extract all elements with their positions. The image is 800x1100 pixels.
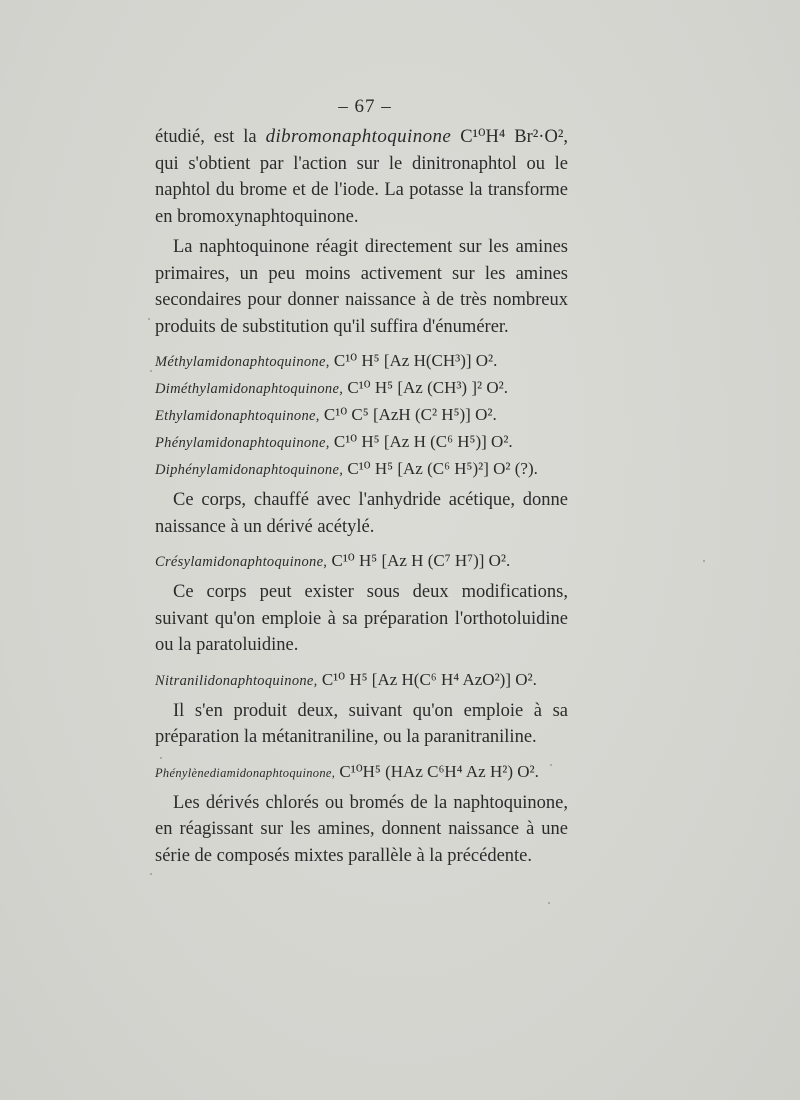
paper-speck xyxy=(148,318,150,320)
paragraph-4: Ce corps peut exister sous deux modifications, suivant qu'on emploie à sa préparation l'orthotoluidine ou la paratoluidine. xyxy=(155,582,568,655)
compound-line xyxy=(155,759,568,786)
paper-speck xyxy=(550,764,552,766)
paragraph-6: Les dérivés chlorés ou bromés de la naphtoquinone, en réagissant sur les amines, donnent naissance à une série de composés mixtes parallèle à la précédente. xyxy=(155,792,568,866)
compound-line xyxy=(155,375,568,402)
compound-name: Phénylènediamidonaphtoquinone, xyxy=(155,765,336,780)
paragraph-2: La naphtoquinone réagit directement sur les amines primaires, un peu moins activement sur les amines secondaires pour donner naissance à de très nombreux produits de substitution qu'il suffira d'énumérer. xyxy=(155,237,568,337)
compound-formula: C¹⁰ H⁵ [Az (C⁶ H⁵)²] O² (?). xyxy=(347,459,538,478)
compound-formula: C¹⁰ H⁵ [Az H(CH³)] O². xyxy=(333,351,498,370)
paper-speck xyxy=(150,873,152,875)
compound-formula: C¹⁰H⁵ (HAz C⁶H⁴ Az H²) O². xyxy=(339,761,539,781)
compound-name: Nitranilidonaphtoquinone, xyxy=(155,672,318,689)
paper-speck xyxy=(160,757,162,759)
paper-speck xyxy=(548,902,550,904)
compound-name: Méthylamidonaphtoquinone, xyxy=(155,354,330,370)
compound-name-dibromonaphtoquinone: dibromonaphtoquinone xyxy=(265,126,452,147)
paragraph-5: Il s'en produit deux, suivant qu'on emploie à sa préparation la métanitraniline, ou la paranitraniline. xyxy=(155,700,568,747)
paper-speck xyxy=(703,560,705,562)
compound-name: Ethylamidonaphtoquinone, xyxy=(155,408,320,424)
paragraph-1-rest: C¹⁰H⁴ Br²·O², qui s'obtient par l'action sur le dinitronaphtol ou le naphtol du brome et de l'iode. La potasse la transforme en bromoxynaphtoquinone. xyxy=(155,127,568,227)
text-body xyxy=(155,124,568,869)
compound-formula: C¹⁰ C⁵ [AzH (C² H⁵)] O². xyxy=(323,405,497,424)
compound-line xyxy=(155,456,568,483)
paragraph-3: Ce corps, chauffé avec l'anhydride acétique, donne naissance à un dérivé acétylé. xyxy=(155,490,568,537)
compound-line xyxy=(155,429,568,456)
compound-line xyxy=(155,348,568,375)
page-number: – 67 – xyxy=(338,96,392,117)
compound-name: Phénylamidonaphtoquinone, xyxy=(155,435,330,451)
compound-formula: C¹⁰ H⁵ [Az H (C⁷ H⁷)] O². xyxy=(331,551,511,570)
compound-name: Crésylamidonaphtoquinone, xyxy=(155,554,328,570)
compound-line xyxy=(155,667,568,694)
paragraph-1-start: étudié, est la xyxy=(155,127,266,147)
compound-name: Diméthylamidonaphtoquinone, xyxy=(155,381,344,397)
compound-line xyxy=(155,548,568,575)
compound-formula: C¹⁰ H⁵ [Az H (C⁶ H⁵)] O². xyxy=(333,432,513,451)
compound-formula: C¹⁰ H⁵ [Az H(C⁶ H⁴ AzO²)] O². xyxy=(321,669,537,689)
paragraph-1 xyxy=(155,124,568,230)
paper-speck xyxy=(150,370,152,372)
compound-line xyxy=(155,402,568,429)
compound-name: Diphénylamidonaphtoquinone, xyxy=(155,462,344,478)
compound-formula: C¹⁰ H⁵ [Az (CH³) ]² O². xyxy=(347,378,508,397)
